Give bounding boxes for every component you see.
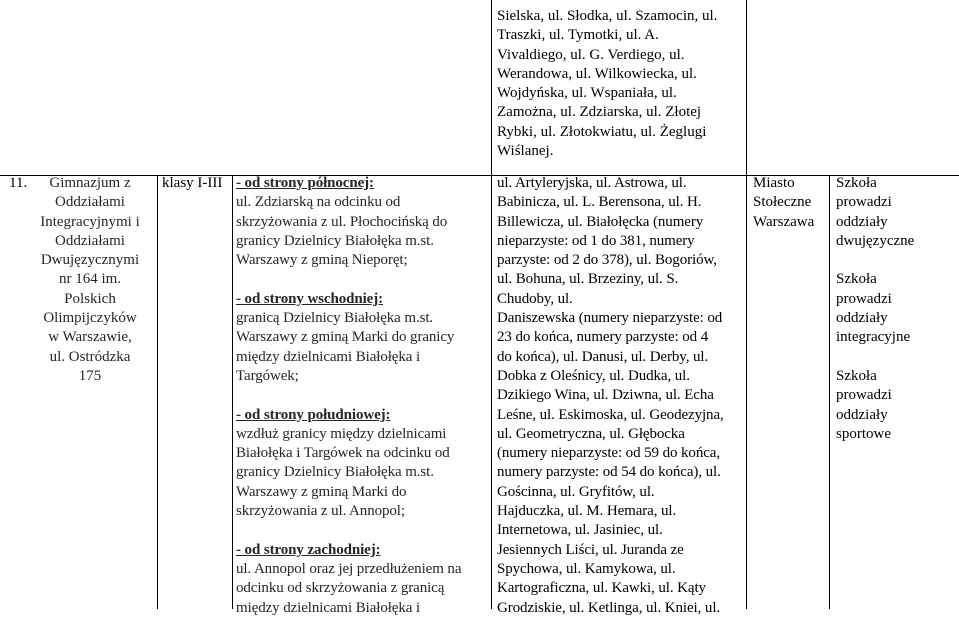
boundary-line: ul. Annopol oraz jej przedłużeniem na [236,560,462,577]
street-line: Chudoby, ul. [497,290,573,307]
street-line: parzyste: od 2 do 378), ul. Bogoriów, [497,252,717,269]
note-line: integracyjne [836,329,911,346]
boundary-line: między dzielnicami Białołęka i [236,348,421,365]
note-line: oddziały [836,406,888,423]
note-line: prowadzi [836,290,892,307]
municipality-line: Stołeczne [753,194,812,211]
grid-line [829,175,830,609]
classes-cell: klasy I-III [162,175,223,191]
municipality-cell [753,174,827,232]
boundary-line: wzdłuż granicy między dzielnicami [236,425,447,442]
school-name-line: Gimnazjum z [49,175,131,191]
school-name-line: 175 [78,367,102,384]
grid-line [157,175,158,609]
street-line: Hajduczka, ul. M. Hemara, ul. [497,503,677,520]
street-line: Dzikiego Wina, ul. Dziwna, ul. Echa [497,387,714,404]
street-line: do końca), ul. Danusi, ul. Derby, ul. [497,348,709,365]
municipality-line: Warszawa [753,213,815,230]
street-line: Zamożna, ul. Zdziarska, ul. Złotej [497,104,702,121]
spacer [236,270,490,289]
school-name-line: ul. Ostródzka [49,348,131,365]
street-line: Traszki, ul. Tymotki, ul. A. [497,27,659,44]
north-heading: - od strony północnej: [236,175,374,191]
row-number: 11. [9,175,28,191]
school-name-line: Integracyjnymi i [40,213,140,230]
street-line: numery parzyste: od 54 do końca), ul. [497,464,721,481]
school-name-line: Dwujęzycznymi [40,252,140,269]
street-line: Spychowa, ul. Kamykowa, ul. [497,560,676,577]
east-heading: - od strony wschodniej: [236,290,384,307]
note-line: Szkoła [836,367,877,384]
street-line: Gościnna, ul. Gryfitów, ul. [497,483,655,500]
street-line: ul. Artyleryjska, ul. Astrowa, ul. [497,175,687,191]
school-name-cell [24,174,156,386]
boundary-line: granicy Dzielnicy Białołęka m.st. [236,464,434,481]
boundary-line: granicą Dzielnicy Białołęka m.st. [236,310,434,327]
school-name-line: Oddziałami [55,194,125,211]
street-line: Vivaldiego, ul. G. Verdiego, ul. [497,46,685,63]
boundary-line: Targówek; [236,367,299,384]
street-line: Werandowa, ul. Wilkowiecka, ul. [497,65,697,82]
street-line: Leśne, ul. Eskimoska, ul. Geodezyjna, [497,406,724,423]
boundary-line: Warszawy z gminą Marki do granicy [236,329,455,346]
school-name-line: w Warszawie, [48,329,132,346]
note-line: prowadzi [836,387,892,404]
street-line: ul. Bohuna, ul. Brzeziny, ul. S. [497,271,679,288]
note-line: Szkoła [836,271,877,288]
boundary-line: Warszawy z gminą Marki do [236,483,407,500]
grid-line [491,175,492,609]
street-line: Kartograficzna, ul. Kawki, ul. Kąty [497,580,706,597]
school-name-line: Olimpijczyków [43,310,137,327]
street-line: Rybki, ul. Złotokwiatu, ul. Żeglugi [497,123,707,140]
street-line: nieparzyste: od 1 do 381, numery [497,232,695,249]
street-line: Wojdyńska, ul. Wspaniała, ul. [497,85,677,102]
municipality-line: Miasto [753,175,795,191]
street-line: Internetowa, ul. Jasiniec, ul. [497,522,663,539]
boundary-line: ul. Zdziarską na odcinku od [236,194,401,211]
boundaries-cell [236,174,490,618]
boundary-line: skrzyżowania z ul. Annopol; [236,503,405,520]
grid-line [232,175,233,609]
prev-streets-cell [497,7,742,161]
spacer [236,386,490,405]
boundary-line: skrzyżowania z ul. Płochocińską do [236,213,448,230]
street-line: (numery nieparzyste: od 59 do końca, [497,445,720,462]
street-line: Babinicza, ul. L. Berensona, ul. H. [497,194,702,211]
street-line: Daniszewska (numery nieparzyste: od [497,310,723,327]
grid-line [746,175,747,609]
boundary-line: Warszawy z gminą Nieporęt; [236,252,408,269]
street-line: 23 do końca, numery parzyste: od 4 [497,329,709,346]
school-name-line: nr 164 im. [58,271,122,288]
boundary-line: odcinku od skrzyżowania z granicą [236,580,445,597]
grid-line [491,0,492,175]
boundary-line: granicy Dzielnicy Białołęka m.st. [236,232,434,249]
boundary-line: między dzielnicami Białołęka i [236,599,421,616]
street-line: Billewicza, ul. Białołęcka (numery [497,213,704,230]
grid-line [746,0,747,175]
street-line: Sielska, ul. Słodka, ul. Szamocin, ul. [497,8,718,24]
street-line: Jesiennych Liści, ul. Juranda ze [497,541,684,558]
street-line: Dobka z Oleśnicy, ul. Dudka, ul. [497,367,690,384]
street-line: Grodziskie, ul. Ketlinga, ul. Kniei, ul. [497,599,721,616]
west-heading: - od strony zachodniej: [236,541,381,558]
note-line: oddziały [836,213,888,230]
south-heading: - od strony południowej: [236,406,391,423]
streets-cell [497,174,745,618]
spacer [236,521,490,540]
note-line: oddziały [836,310,888,327]
boundary-line: Białołęka i Targówek na odcinku od [236,445,450,462]
school-name-line: Oddziałami [55,232,125,249]
note-line: Szkoła [836,175,877,191]
street-line: Wiślanej. [497,143,554,160]
street-line: ul. Geometryczna, ul. Głębocka [497,425,685,442]
spacer [836,251,956,270]
note-line: dwujęzyczne [836,232,915,249]
notes-cell [836,174,956,444]
school-name-line: Polskich [64,290,116,307]
note-line: sportowe [836,425,891,442]
note-line: prowadzi [836,194,892,211]
spacer [836,348,956,367]
